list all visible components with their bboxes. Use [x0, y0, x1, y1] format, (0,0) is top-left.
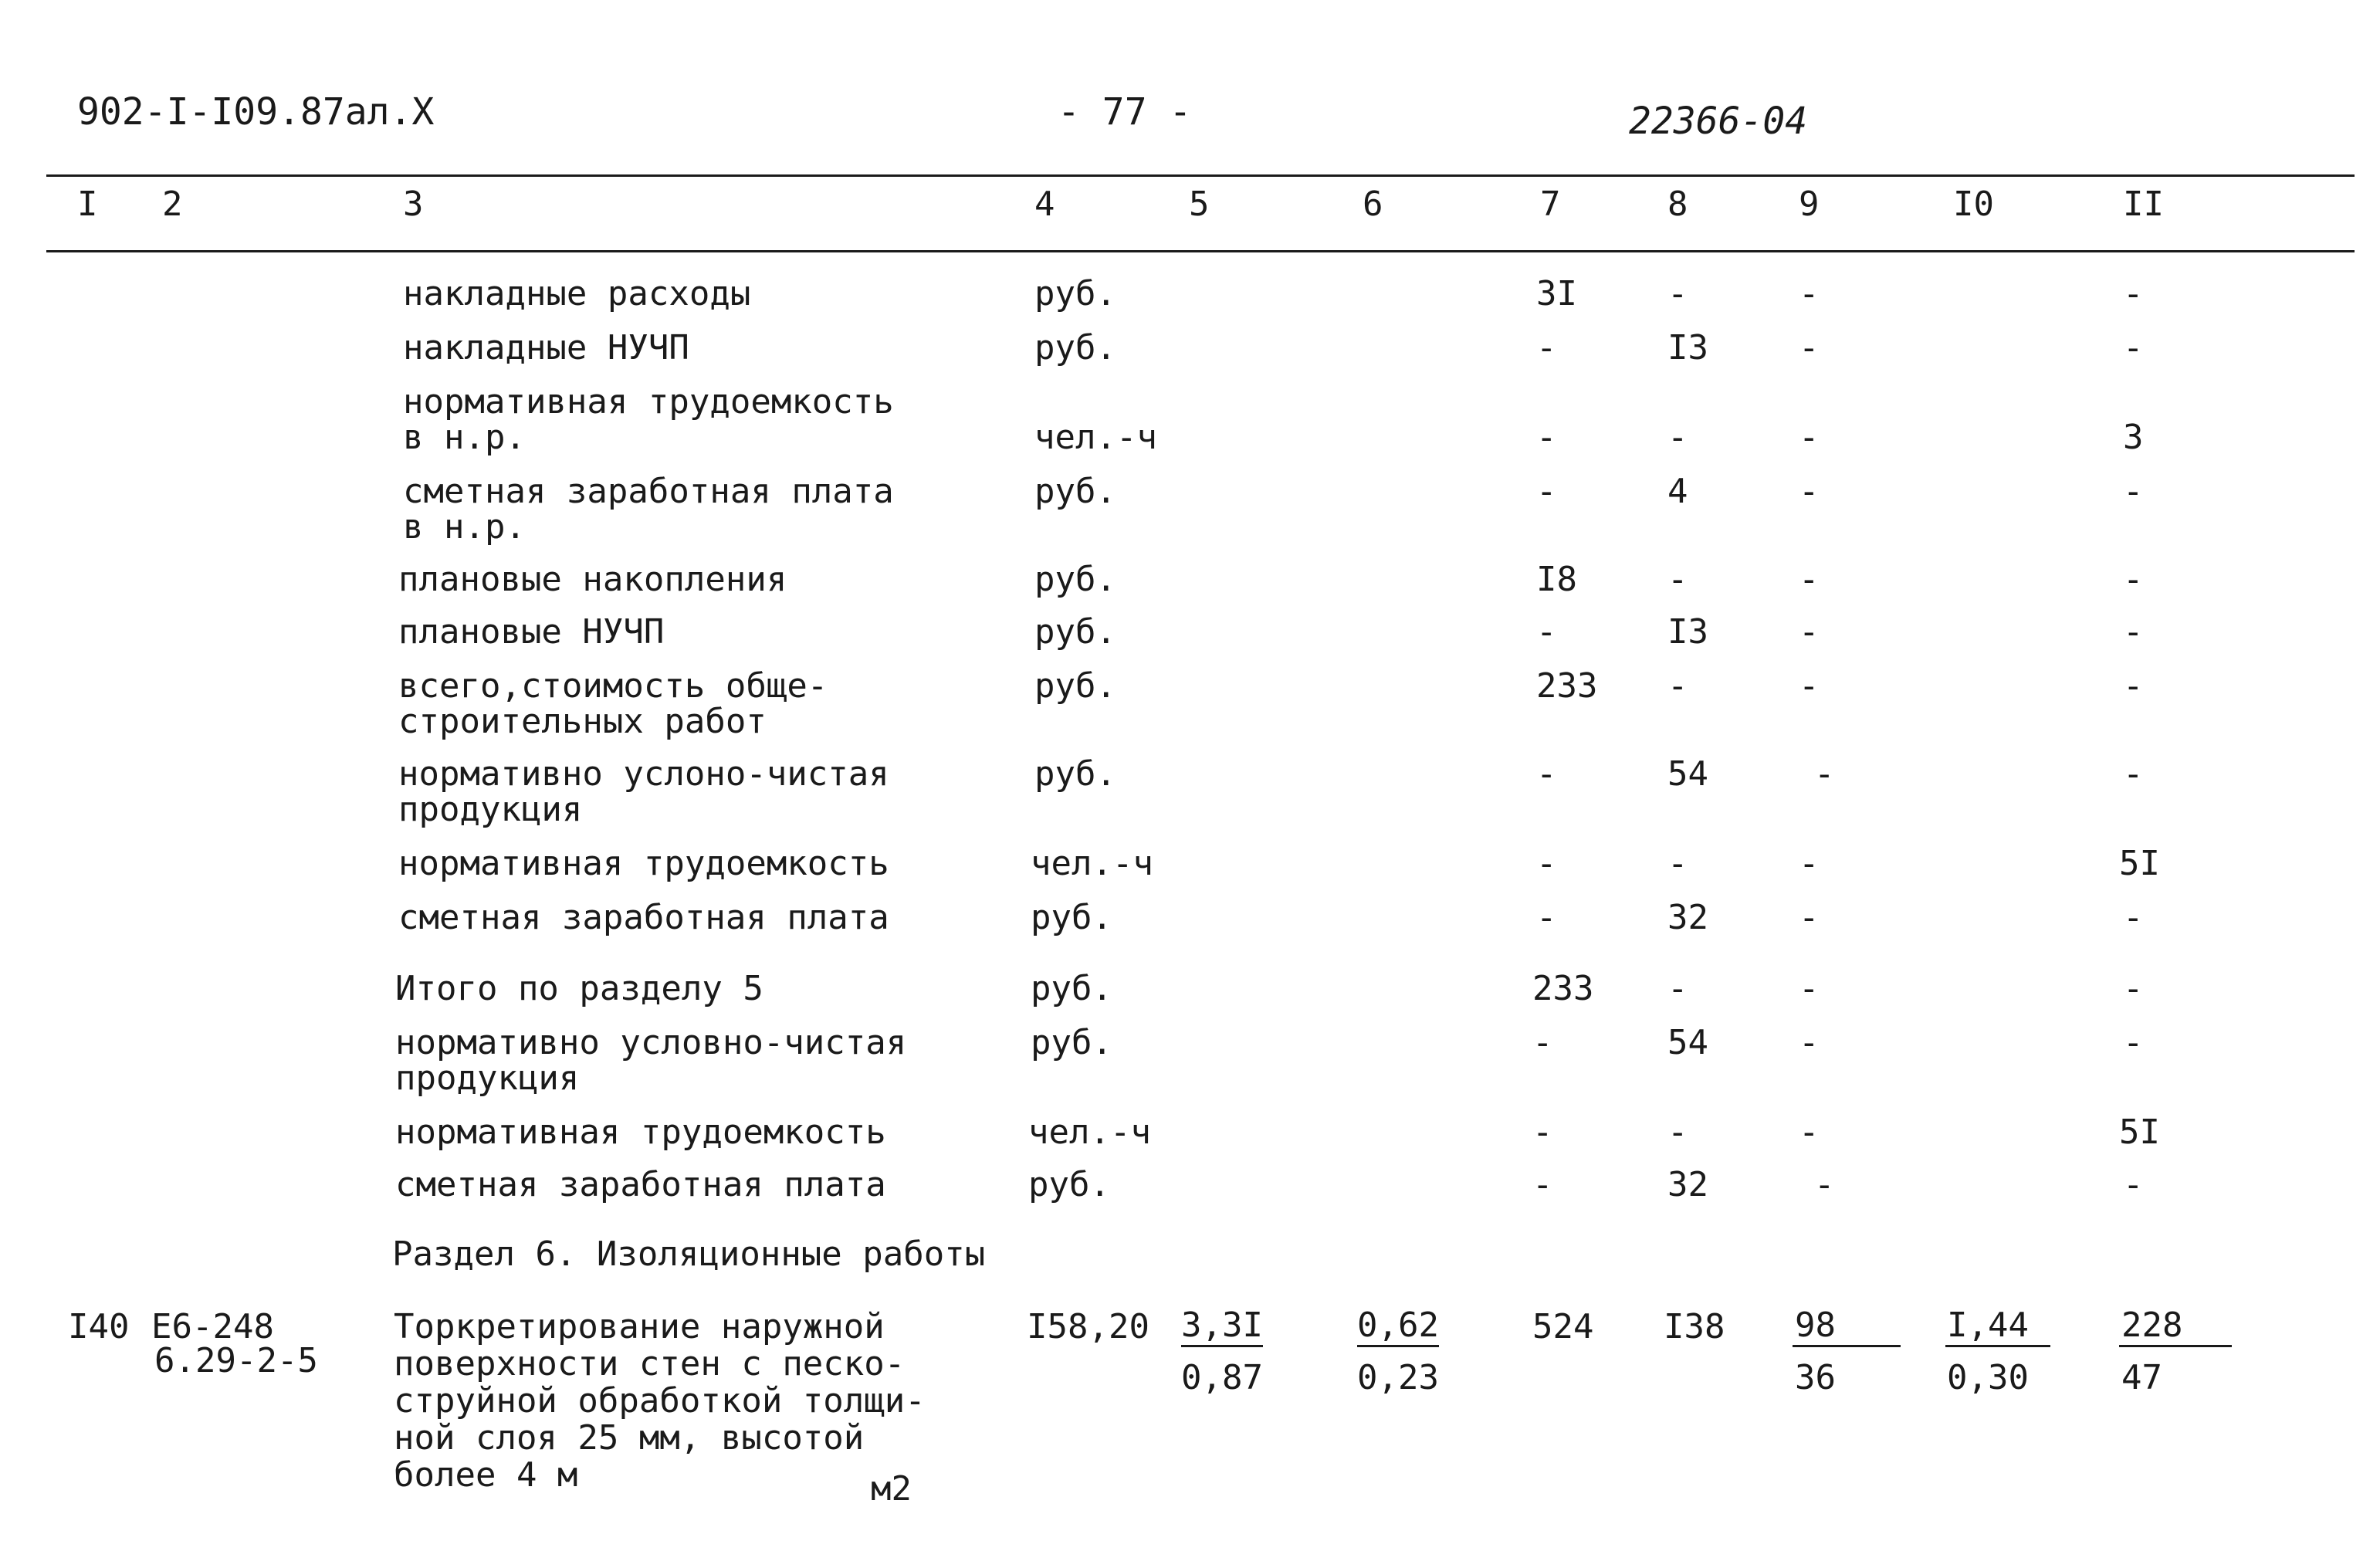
row-col7: 233 [1532, 969, 1594, 1008]
item-code-secondary: 6.29-2-5 [154, 1341, 318, 1380]
row-col8: - [1667, 844, 1688, 883]
row-col11: 3 [2123, 418, 2144, 457]
row-col7: - [1536, 898, 1557, 937]
page-number: - 77 - [1058, 90, 1192, 134]
item-number: I40 [68, 1307, 130, 1346]
row-unit: руб. [1028, 1165, 1110, 1204]
row-col9: - [1799, 274, 1820, 313]
row-name: плановые НУЧП [398, 612, 665, 652]
row-name: Итого по разделу 5 [395, 969, 763, 1008]
row-unit: руб. [1034, 472, 1116, 511]
row-unit: руб. [1031, 898, 1112, 937]
row-col11: - [2123, 328, 2144, 367]
sheet-code: 22366-04 [1629, 100, 1808, 143]
col-header-6: 6 [1363, 185, 1383, 224]
row-name-line2: в н.р. [403, 418, 526, 457]
col-header-10: I0 [1953, 185, 1994, 224]
row-col8: - [1667, 560, 1688, 599]
document-code: 902-I-I09.87ал.X [77, 90, 435, 134]
header-bottom-rule [46, 250, 2355, 252]
row-col9: - [1799, 1113, 1820, 1152]
row-unit: руб. [1031, 969, 1112, 1008]
row-name-line2: строительных работ [398, 702, 767, 741]
row-col11: - [2123, 754, 2144, 794]
item-col10-top: I,44 [1947, 1306, 2029, 1345]
row-col7: 3I [1536, 274, 1577, 313]
row-col8: 54 [1667, 1023, 1708, 1062]
item-col10-fraction-line [1945, 1345, 2050, 1347]
col-header-7: 7 [1540, 185, 1561, 224]
section-title: Раздел 6. Изоляционные работы [392, 1234, 986, 1274]
col-header-8: 8 [1667, 185, 1688, 224]
row-col7: - [1532, 1165, 1553, 1204]
row-col11: - [2123, 560, 2144, 599]
row-col8: - [1667, 1113, 1688, 1152]
row-unit: чел.-ч [1028, 1113, 1151, 1152]
row-col9: - [1799, 1023, 1820, 1062]
row-name: нормативная трудоемкость [398, 844, 889, 883]
col-header-9: 9 [1799, 185, 1820, 224]
col-header-4: 4 [1034, 185, 1055, 224]
item-col5-bottom: 0,87 [1181, 1358, 1263, 1397]
item-col9-top: 98 [1795, 1306, 1836, 1345]
item-col8: I38 [1664, 1307, 1725, 1346]
row-name-line2: продукция [398, 790, 583, 829]
row-name: нормативно условно-чистая [395, 1023, 907, 1062]
item-col9-bottom: 36 [1795, 1358, 1836, 1397]
item-description-line: более 4 м [394, 1455, 578, 1495]
row-col11: - [2123, 274, 2144, 313]
row-unit: руб. [1031, 1023, 1112, 1062]
row-col11: - [2123, 1165, 2144, 1204]
item-code: Е6-248 [151, 1307, 274, 1346]
item-col11-fraction-line [2119, 1345, 2232, 1347]
row-unit: руб. [1034, 666, 1116, 706]
row-col7: - [1536, 844, 1557, 883]
row-col8: 32 [1667, 898, 1708, 937]
row-col9: - [1799, 560, 1820, 599]
col-header-11: II [2123, 185, 2164, 224]
row-col7: - [1532, 1113, 1553, 1152]
row-unit: чел.-ч [1034, 418, 1157, 457]
item-col11-top: 228 [2121, 1306, 2183, 1345]
row-col8: - [1667, 418, 1688, 457]
row-name: сметная заработная плата [403, 472, 894, 511]
item-description-line: поверхности стен с песко- [394, 1344, 906, 1383]
row-col8: - [1667, 969, 1688, 1008]
item-quantity: I58,20 [1027, 1307, 1149, 1346]
row-col7: - [1536, 612, 1557, 652]
col-header-3: 3 [403, 185, 424, 224]
row-col9: - [1799, 418, 1820, 457]
row-name: всего,стоимость обще- [398, 666, 828, 706]
item-col6-bottom: 0,23 [1357, 1358, 1439, 1397]
row-name: сметная заработная плата [398, 898, 889, 937]
row-col7: 233 [1536, 666, 1598, 706]
row-col9: - [1814, 754, 1835, 794]
row-col9: - [1799, 666, 1820, 706]
row-name: плановые накопления [398, 560, 787, 599]
item-col11-bottom: 47 [2121, 1358, 2162, 1397]
row-name: накладные расходы [403, 274, 751, 313]
row-col11: - [2123, 969, 2144, 1008]
row-col8: I3 [1667, 612, 1708, 652]
row-name: накладные НУЧП [403, 328, 689, 367]
row-unit: руб. [1034, 754, 1116, 794]
item-description-line: струйной обработкой толщи- [394, 1381, 926, 1421]
row-col8: I3 [1667, 328, 1708, 367]
row-name: сметная заработная плата [395, 1165, 886, 1204]
row-col11: - [2123, 612, 2144, 652]
row-col8: - [1667, 274, 1688, 313]
row-name: нормативно услоно-чистая [398, 754, 889, 794]
item-description-line: Торкретирование наружной [394, 1307, 885, 1346]
row-col9: - [1799, 898, 1820, 937]
row-col9: - [1799, 328, 1820, 367]
row-name-line2: продукция [395, 1058, 580, 1098]
row-name: нормативная трудоемкость [395, 1113, 886, 1152]
row-col7: - [1536, 754, 1557, 794]
row-col11: - [2123, 472, 2144, 511]
item-col9-fraction-line [1793, 1345, 1901, 1347]
row-col7: - [1536, 418, 1557, 457]
row-unit: чел.-ч [1031, 844, 1153, 883]
row-col9: - [1814, 1165, 1835, 1204]
row-col11: - [2123, 666, 2144, 706]
header-top-rule [46, 174, 2355, 177]
item-col6-top: 0,62 [1357, 1308, 1439, 1347]
row-col8: 54 [1667, 754, 1708, 794]
row-col11: 5I [2119, 844, 2160, 883]
row-col7: I8 [1536, 560, 1577, 599]
row-col7: - [1536, 472, 1557, 511]
row-name-line2: в н.р. [403, 507, 526, 547]
row-col9: - [1799, 472, 1820, 511]
col-header-2: 2 [162, 185, 183, 224]
item-col7: 524 [1532, 1307, 1594, 1346]
row-col7: - [1536, 328, 1557, 367]
row-unit: руб. [1034, 274, 1116, 313]
col-header-1: I [77, 185, 98, 224]
item-col5-top: 3,3I [1181, 1308, 1263, 1347]
row-col8: 4 [1667, 472, 1688, 511]
row-unit: руб. [1034, 560, 1116, 599]
row-unit: руб. [1034, 328, 1116, 367]
row-name: нормативная трудоемкость [403, 382, 894, 422]
row-col8: - [1667, 666, 1688, 706]
row-col9: - [1799, 844, 1820, 883]
row-col7: - [1532, 1023, 1553, 1062]
row-col11: 5I [2119, 1113, 2160, 1152]
item-description-line: ной слоя 25 мм, высотой [394, 1418, 865, 1458]
col-header-5: 5 [1189, 185, 1210, 224]
item-col10-bottom: 0,30 [1947, 1358, 2029, 1397]
row-col11: - [2123, 1023, 2144, 1062]
row-col11: - [2123, 898, 2144, 937]
row-col9: - [1799, 969, 1820, 1008]
row-col9: - [1799, 612, 1820, 652]
row-col8: 32 [1667, 1165, 1708, 1204]
row-unit: руб. [1034, 612, 1116, 652]
item-unit: м2 [871, 1469, 912, 1509]
